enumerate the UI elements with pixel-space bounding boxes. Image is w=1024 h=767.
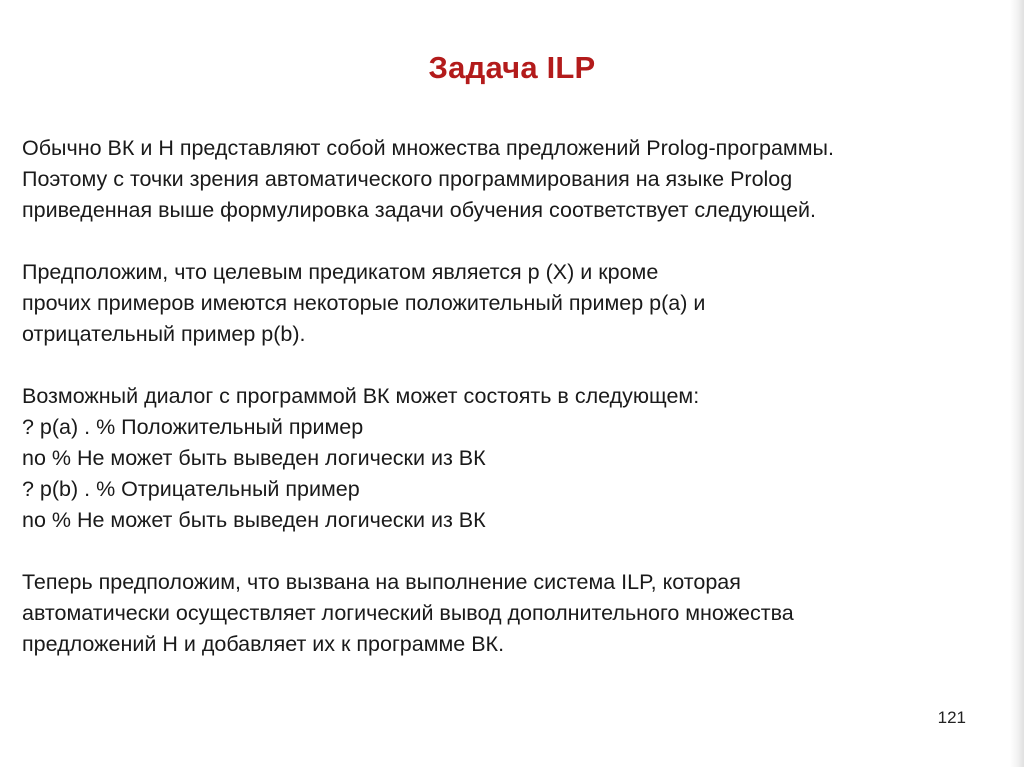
- dialog-query-negative: ? p(b) . % Отрицательный пример: [22, 477, 360, 501]
- paragraph-assumption: [22, 257, 1007, 350]
- text-line: Поэтому с точки зрения автоматического программирования на языке Prolog: [22, 167, 793, 191]
- paragraph-dialog: [22, 381, 1007, 536]
- slide-title: Задача ILP: [428, 50, 596, 85]
- dialog-answer: no % Не может быть выведен логически из ВК: [22, 508, 486, 532]
- text-line: Теперь предположим, что вызвана на выполнение система ILP, которая: [22, 570, 741, 594]
- text-line: Предположим, что целевым предикатом является р (Х) и кроме: [22, 260, 659, 284]
- paragraph-intro: [22, 133, 1007, 226]
- slide-body: [22, 133, 1007, 660]
- text-line: Обычно ВК и Н представляют собой множества предложений Prolog-программы.: [22, 136, 834, 160]
- text-line: предложений Н и добавляет их к программе ВК.: [22, 632, 505, 656]
- dialog-query-positive: ? р(а) . % Положительный пример: [22, 415, 364, 439]
- paragraph-conclusion: [22, 567, 1007, 660]
- text-line: прочих примеров имеются некоторые положительный пример р(а) и: [22, 291, 706, 315]
- text-line: отрицательный пример p(b).: [22, 322, 306, 346]
- text-line: приведенная выше формулировка задачи обучения соответствует следующей.: [22, 198, 817, 222]
- page-number: 121: [937, 708, 966, 727]
- slide-edge-shadow: [1010, 0, 1024, 767]
- text-line: Возможный диалог с программой ВК может состоять в следующем:: [22, 384, 700, 408]
- text-line: автоматически осуществляет логический вывод дополнительного множества: [22, 601, 794, 625]
- dialog-answer: no % Не может быть выведен логически из ВК: [22, 446, 486, 470]
